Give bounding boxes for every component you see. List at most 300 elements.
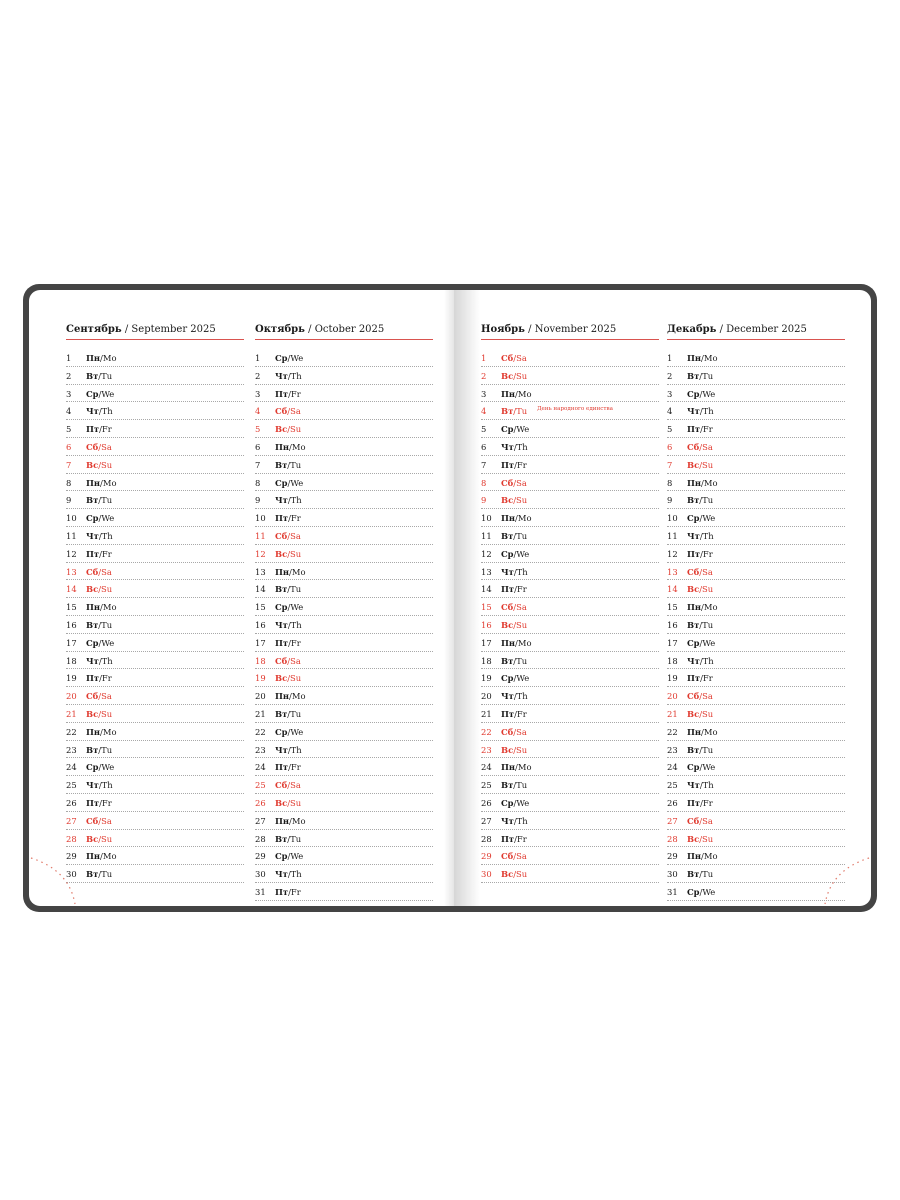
day-number: 3 [667,388,673,399]
day-row [481,527,659,545]
weekday [501,546,529,562]
weekday-ru: Сб [687,815,700,826]
day-number: 6 [66,441,72,452]
weekday [687,777,714,793]
day-row [481,438,659,456]
weekday-ru: Пн [501,637,516,648]
weekday-en: /Mo [100,726,117,737]
weekday-en: /Sa [513,477,527,488]
weekday-ru: Вс [275,673,288,684]
weekday-ru: Пн [275,815,290,826]
weekday-ru: Вс [86,459,99,470]
day-number: 17 [255,637,266,648]
weekday [275,421,301,437]
day-list [667,349,845,901]
weekday [86,795,112,811]
day-number: 31 [255,886,266,897]
weekday-en: /Su [699,833,714,844]
day-row [667,758,845,776]
day-number: 23 [481,744,492,755]
weekday-ru: Пн [86,851,101,862]
weekday-ru: Вт [275,584,288,595]
weekday-ru: Пн [687,726,702,737]
weekday-en: /We [98,513,115,524]
day-row [481,385,659,403]
weekday-ru: Пн [86,602,101,613]
weekday-en: /Th [513,441,528,452]
weekday-ru: Вс [501,744,514,755]
weekday [86,742,112,758]
weekday-en: /We [699,886,716,897]
weekday [501,848,527,864]
weekday [501,813,528,829]
day-row [66,420,244,438]
weekday [86,653,113,669]
weekday-ru: Чт [687,780,700,791]
day-row [667,438,845,456]
day-number: 10 [255,513,266,524]
day-number: 17 [66,637,77,648]
day-number: 20 [667,691,678,702]
weekday-en: /Fr [700,797,713,808]
weekday [275,492,302,508]
day-row [66,776,244,794]
day-number: 30 [66,869,77,880]
weekday [501,653,527,669]
day-number: 12 [66,548,77,559]
weekday-en: /Th [513,815,528,826]
day-number: 1 [66,353,72,363]
day-number: 22 [481,726,492,737]
day-row [66,402,244,420]
day-number: 26 [66,797,77,808]
day-row [255,741,433,759]
weekday [501,475,527,491]
weekday [501,492,527,508]
weekday-en: /Tu [699,495,714,506]
weekday [275,759,301,775]
weekday-en: /Th [98,780,113,791]
day-row [255,847,433,865]
weekday-en: /Mo [701,353,718,363]
day-row [481,687,659,705]
weekday-en: /Su [98,708,113,719]
day-row [667,634,845,652]
day-row [481,545,659,563]
day-number: 24 [667,762,678,773]
weekday [86,831,112,847]
day-row [667,367,845,385]
month-header [66,324,244,340]
day-row [667,794,845,812]
day-row [66,865,244,883]
day-row [667,723,845,741]
weekday-ru: Пт [275,762,289,773]
day-number: 1 [667,353,673,363]
day-number: 3 [66,388,72,399]
weekday-ru: Пн [275,691,290,702]
day-number: 11 [481,530,492,541]
day-row [481,758,659,776]
weekday [275,670,301,686]
day-row [66,705,244,723]
weekday-ru: Пт [687,424,701,435]
day-number: 25 [667,780,678,791]
weekday-ru: Чт [687,655,700,666]
weekday-en: /Su [98,833,113,844]
day-row [481,349,659,367]
weekday-ru: Сб [687,441,700,452]
weekday-en: /Th [287,370,302,381]
weekday-ru: Чт [86,780,99,791]
weekday-ru: Ср [275,851,288,862]
day-number: 1 [481,353,487,363]
weekday [501,350,527,366]
day-row [255,563,433,581]
weekday-en: /Mo [289,815,306,826]
weekday-ru: Пт [501,459,515,470]
day-number: 26 [667,797,678,808]
weekday [501,742,527,758]
weekday-ru: Вс [275,797,288,808]
weekday [687,617,713,633]
weekday-en: /Fr [514,833,527,844]
weekday [86,421,112,437]
weekday-en: /Th [699,530,714,541]
day-row [481,420,659,438]
weekday-ru: Ср [86,513,99,524]
day-row [66,491,244,509]
day-number: 18 [255,655,266,666]
right-page [454,290,871,906]
weekday-ru: Пт [275,388,289,399]
day-row [667,616,845,634]
left-page [29,290,454,906]
weekday [275,510,301,526]
day-number: 4 [667,406,673,417]
day-number: 14 [481,584,492,595]
day-row [481,634,659,652]
weekday-en: /We [513,424,530,435]
weekday-en: /Su [98,584,113,595]
weekday [501,581,527,597]
day-row [481,367,659,385]
weekday-ru: Вт [86,495,99,506]
weekday-ru: Сб [501,353,514,363]
day-row [66,830,244,848]
weekday-en: /Fr [700,548,713,559]
weekday [275,635,301,651]
weekday [501,831,527,847]
day-row [481,723,659,741]
weekday [501,439,528,455]
weekday-ru: Пн [275,566,290,577]
day-number: 12 [667,548,678,559]
weekday [501,510,532,526]
weekday-en: /Mo [289,441,306,452]
weekday [275,617,302,633]
day-number: 5 [481,424,487,435]
day-row [667,545,845,563]
day-number: 28 [255,833,266,844]
weekday-en: /Sa [699,566,713,577]
day-row [255,509,433,527]
weekday [501,403,527,419]
day-number: 20 [255,691,266,702]
day-number: 10 [481,513,492,524]
weekday-en: /We [98,637,115,648]
day-row [481,491,659,509]
weekday [687,457,713,473]
weekday [275,350,303,366]
weekday-en: /Su [699,459,714,470]
day-row [255,883,433,901]
day-number: 25 [255,780,266,791]
day-row [481,847,659,865]
day-row [255,438,433,456]
weekday-en: /We [699,513,716,524]
day-number: 29 [66,851,77,862]
weekday [687,546,713,562]
day-number: 8 [481,477,487,488]
weekday [687,831,713,847]
weekday-ru: Пт [86,797,100,808]
weekday [687,386,715,402]
weekday [687,403,714,419]
day-number: 8 [255,477,261,488]
weekday [687,670,713,686]
day-row [667,812,845,830]
day-row [255,634,433,652]
weekday-ru: Чт [86,655,99,666]
corner-dotted-arc-right [821,850,871,906]
day-number: 15 [667,602,678,613]
day-row [255,758,433,776]
day-number: 3 [255,388,261,399]
day-number: 21 [481,708,492,719]
weekday [501,386,532,402]
weekday-ru: Вс [687,584,700,595]
weekday-en: /Mo [100,851,117,862]
day-row [66,563,244,581]
day-number: 25 [66,780,77,791]
day-number: 28 [667,833,678,844]
weekday-en: /Fr [514,459,527,470]
day-row [66,580,244,598]
day-number: 16 [255,619,266,630]
day-number: 23 [66,744,77,755]
weekday-ru: Сб [501,726,514,737]
day-row [255,598,433,616]
weekday-en: /Su [513,619,528,630]
weekday-en: /Su [287,424,302,435]
weekday [501,706,527,722]
weekday-ru: Ср [501,424,514,435]
weekday-en: /Sa [513,726,527,737]
day-number: 2 [66,370,72,381]
day-number: 17 [481,637,492,648]
weekday-en: /Fr [288,388,301,399]
weekday-ru: Вс [501,495,514,506]
weekday-ru: Сб [86,815,99,826]
weekday [687,742,713,758]
weekday [275,528,301,544]
weekday-ru: Чт [275,869,288,880]
weekday [275,386,301,402]
weekday-ru: Пн [86,353,101,363]
weekday-en: /We [513,797,530,808]
weekday-ru: Ср [501,673,514,684]
weekday-en: /Sa [98,815,112,826]
day-row [255,420,433,438]
weekday-en: /Sa [287,406,301,417]
weekday-ru: Сб [275,655,288,666]
weekday-en: /Su [513,370,528,381]
day-number: 29 [667,851,678,862]
weekday [501,457,527,473]
day-row [481,741,659,759]
weekday-ru: Вс [501,869,514,880]
weekday [501,777,527,793]
weekday [687,759,715,775]
day-number: 30 [255,869,266,880]
day-number: 8 [66,477,72,488]
weekday-en: /Tu [98,370,113,381]
weekday [86,617,112,633]
weekday-en: /Th [98,406,113,417]
day-row [66,794,244,812]
day-row [481,794,659,812]
weekday-ru: Пт [86,673,100,684]
day-number: 12 [481,548,492,559]
day-row [255,830,433,848]
weekday-en: /Fr [288,513,301,524]
weekday [687,528,714,544]
weekday-en: /Su [98,459,113,470]
day-row [66,438,244,456]
weekday-ru: Вт [687,370,700,381]
planner-cover [23,284,877,912]
weekday-ru: Вс [86,584,99,595]
corner-dotted-arc-left [29,850,79,906]
weekday-en: /Th [513,566,528,577]
day-number: 14 [255,584,266,595]
weekday-en: /Sa [699,815,713,826]
day-number: 8 [667,477,673,488]
weekday [86,457,112,473]
day-row [66,687,244,705]
weekday [86,564,112,580]
month-name-ru: Октябрь [255,324,305,335]
day-number: 5 [667,424,673,435]
day-number: 28 [66,833,77,844]
weekday-ru: Чт [501,691,514,702]
day-row [667,687,845,705]
weekday-en: /Su [287,548,302,559]
weekday-ru: Пт [86,424,100,435]
weekday-ru: Пн [687,477,702,488]
day-row [481,509,659,527]
weekday [275,724,303,740]
weekday-en: /Sa [513,602,527,613]
weekday [275,706,301,722]
day-number: 13 [481,566,492,577]
weekday [86,368,112,384]
day-row [255,402,433,420]
weekday-en: /Mo [515,637,532,648]
weekday [275,581,301,597]
weekday-ru: Пн [501,388,516,399]
weekday [275,831,301,847]
weekday-en: /Mo [289,691,306,702]
weekday-en: /Mo [515,513,532,524]
weekday [275,475,303,491]
weekday-ru: Пн [501,762,516,773]
weekday-en: /We [287,353,304,363]
weekday [275,368,302,384]
day-row [667,349,845,367]
weekday-ru: Вс [501,619,514,630]
day-row [66,758,244,776]
day-row [66,669,244,687]
weekday-ru: Чт [501,441,514,452]
day-number: 15 [66,602,77,613]
day-number: 24 [255,762,266,773]
weekday [687,581,713,597]
day-row [255,580,433,598]
day-number: 27 [481,815,492,826]
weekday [275,439,306,455]
weekday-ru: Вс [687,833,700,844]
weekday-en: /Fr [99,673,112,684]
day-number: 21 [66,708,77,719]
day-row [481,616,659,634]
weekday [86,688,112,704]
weekday-en: /Th [699,780,714,791]
weekday [275,564,306,580]
weekday-en: /Fr [99,548,112,559]
weekday-en: /Su [287,673,302,684]
day-number: 12 [255,548,266,559]
day-row [667,385,845,403]
weekday-en: /Tu [98,869,113,880]
weekday [501,866,527,882]
weekday [687,492,713,508]
day-row [66,723,244,741]
day-number: 23 [667,744,678,755]
weekday-ru: Пт [687,797,701,808]
month-name-en: / October 2025 [308,324,385,335]
weekday [687,866,713,882]
weekday [86,706,112,722]
weekday-en: /Su [699,584,714,595]
day-number: 16 [667,619,678,630]
day-row [66,598,244,616]
weekday-en: /Tu [98,619,113,630]
day-row [667,830,845,848]
day-row [667,474,845,492]
day-row [255,385,433,403]
day-number: 2 [255,370,261,381]
day-number: 7 [255,459,261,470]
weekday-en: /We [513,548,530,559]
day-row [255,491,433,509]
weekday-ru: Вс [275,424,288,435]
day-row [66,634,244,652]
weekday-en: /We [287,851,304,862]
weekday-en: /Mo [100,477,117,488]
month-name-en: / December 2025 [719,324,807,335]
